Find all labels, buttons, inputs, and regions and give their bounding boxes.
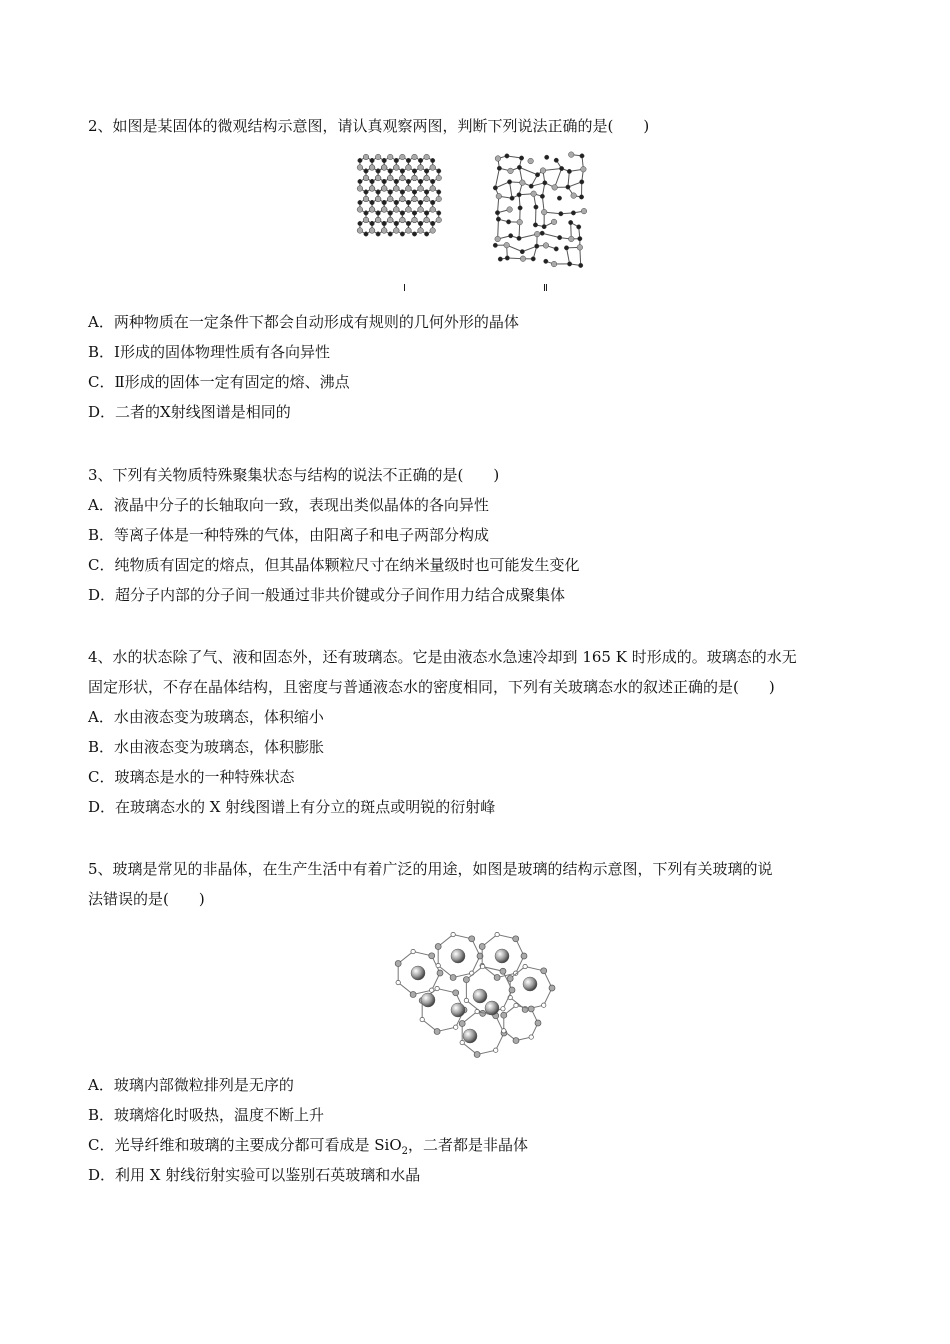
amorphous-structure-figure-2 xyxy=(490,150,594,278)
option-a[interactable]: A．两种物质在一定条件下都会自动形成有规则的几何外形的晶体 xyxy=(88,313,519,331)
question-5-stem-line-2: 法错误的是( ) xyxy=(88,890,205,908)
figure-label-2: Ⅱ xyxy=(543,283,548,294)
option-c-text: C．光导纤维和玻璃的主要成分都可看成是 SiO xyxy=(88,1136,402,1154)
option-a[interactable]: A．水由液态变为玻璃态，体积缩小 xyxy=(88,708,324,726)
question-5-options xyxy=(88,1070,868,1190)
option-d[interactable]: D．超分子内部的分子间一般通过非共价键或分子间作用力结合成聚集体 xyxy=(88,586,566,604)
question-5-stem-line-1: 5、玻璃是常见的非晶体，在生产生活中有着广泛的用途，如图是玻璃的结构示意图，下列有关玻璃的说 xyxy=(88,860,773,878)
subscript-2: 2 xyxy=(401,1146,408,1157)
option-b[interactable]: B．水由液态变为玻璃态，体积膨胀 xyxy=(88,738,325,756)
question-2-options xyxy=(88,307,868,427)
option-d[interactable]: D．二者的X射线图谱是相同的 xyxy=(88,403,291,421)
option-a[interactable]: A．玻璃内部微粒排列是无序的 xyxy=(88,1076,294,1094)
glass-structure-figure xyxy=(380,918,570,1068)
question-3-stem: 3、下列有关物质特殊聚集状态与结构的说法不正确的是( ) xyxy=(88,466,500,484)
question-5 xyxy=(88,854,868,914)
option-c-text-end: ，二者都是非晶体 xyxy=(408,1136,529,1154)
question-2-stem: 2、如图是某固体的微观结构示意图，请认真观察两图，判断下列说法正确的是( ) xyxy=(88,117,650,135)
option-c[interactable]: C．玻璃态是水的一种特殊状态 xyxy=(88,768,295,786)
option-b[interactable]: B．玻璃熔化时吸热，温度不断上升 xyxy=(88,1106,325,1124)
figure-label-1: Ⅰ xyxy=(403,283,406,294)
option-d[interactable]: D．在玻璃态水的 X 射线图谱上有分立的斑点或明锐的衍射峰 xyxy=(88,798,496,816)
question-3 xyxy=(88,460,868,610)
option-a[interactable]: A．液晶中分子的长轴取向一致，表现出类似晶体的各向异性 xyxy=(88,496,489,514)
question-2 xyxy=(88,111,868,141)
option-b[interactable]: B．Ⅰ形成的固体物理性质有各向异性 xyxy=(88,343,330,361)
crystal-structure-figure-1 xyxy=(356,150,460,278)
option-c[interactable]: C．Ⅱ形成的固体一定有固定的熔、沸点 xyxy=(88,373,350,391)
option-d[interactable]: D．利用 X 射线衍射实验可以鉴别石英玻璃和水晶 xyxy=(88,1166,421,1184)
option-c[interactable] xyxy=(88,1130,868,1160)
question-4-stem-line-2: 固定形状，不存在晶体结构，且密度与普通液态水的密度相同，下列有关玻璃态水的叙述正确的是( ) xyxy=(88,678,775,696)
option-b[interactable]: B．等离子体是一种特殊的气体，由阳离子和电子两部分构成 xyxy=(88,526,490,544)
question-4 xyxy=(88,642,868,822)
option-c[interactable]: C．纯物质有固定的熔点，但其晶体颗粒尺寸在纳米量级时也可能发生变化 xyxy=(88,556,580,574)
question-4-stem-line-1: 4、水的状态除了气、液和固态外，还有玻璃态。它是由液态水急速冷却到 165 K 时形成的。玻璃态的水无 xyxy=(88,648,797,666)
